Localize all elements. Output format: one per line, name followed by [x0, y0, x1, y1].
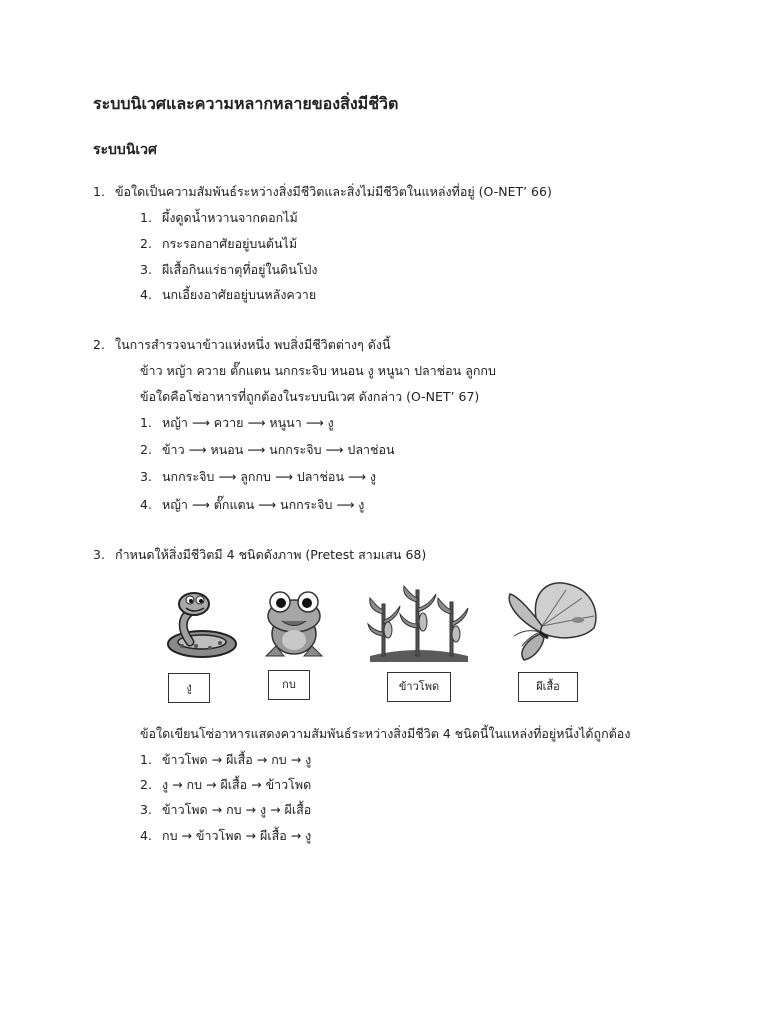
frog-picture — [260, 588, 328, 662]
q2-option-3 — [140, 467, 376, 487]
label-butterfly: ผีเสื้อ — [518, 672, 578, 702]
q2-option-4-text: หญ้า ⟶ ตั๊กแตน ⟶ นกกระจิบ ⟶ งู — [162, 497, 365, 512]
q2-option-1-text: หญ้า ⟶ ควาย ⟶ หนูนา ⟶ งู — [162, 415, 334, 430]
q1-option-4 — [140, 285, 316, 305]
q3-option-3 — [140, 800, 311, 820]
question-2 — [93, 335, 391, 355]
q1-option-2 — [140, 234, 297, 254]
q1-option-4-text: นกเอี้ยงอาศัยอยู่บนหลังควาย — [162, 287, 317, 302]
question-3-prompt: ข้อใดเขียนโซ่อาหารแสดงความสัมพันธ์ระหว่างสิ่งมีชีวิต 4 ชนิดนี้ในแหล่งที่อยู่หนึ่งได้ถูกต้อง — [140, 726, 631, 741]
question-2-number: 2. — [93, 337, 105, 352]
butterfly-picture — [496, 576, 606, 664]
label-frog: กบ — [268, 670, 310, 700]
section-heading: ระบบนิเวศ — [93, 142, 157, 158]
q2-option-4-number: 4. — [140, 497, 152, 512]
snake-picture — [160, 588, 240, 662]
q2-option-2-text: ข้าว ⟶ หนอน ⟶ นกกระจิบ ⟶ ปลาช่อน — [162, 442, 395, 457]
page-title: ระบบนิเวศและความหลากหลายของสิ่งมีชีวิต — [93, 94, 399, 113]
q3-option-4-text: กบ → ข้าวโพด → ผีเสื้อ → งู — [162, 828, 312, 843]
q3-option-1-text: ข้าวโพด → ผีเสื้อ → กบ → งู — [162, 752, 312, 767]
q1-option-2-number: 2. — [140, 236, 152, 251]
q1-option-1-text: ผึ้งดูดน้ำหวานจากดอกไม้ — [162, 210, 298, 225]
q1-option-2-text: กระรอกอาศัยอยู่บนต้นไม้ — [162, 236, 298, 251]
q2-option-2-number: 2. — [140, 442, 152, 457]
q3-option-3-number: 3. — [140, 802, 152, 817]
label-snake: งู — [168, 673, 210, 703]
q1-option-3-number: 3. — [140, 262, 152, 277]
question-2-text: ในการสำรวจนาข้าวแห่งหนึ่ง พบสิ่งมีชีวิตต่างๆ ดังนี้ — [115, 337, 391, 352]
q3-option-3-text: ข้าวโพด → กบ → งู → ผีเสื้อ — [162, 802, 312, 817]
question-1 — [93, 182, 552, 202]
corn-picture — [366, 584, 472, 662]
q2-option-1 — [140, 413, 334, 433]
question-3-text: กำหนดให้สิ่งมีชีวิตมี 4 ชนิดดังภาพ (Pretest สามเสน 68) — [115, 547, 427, 562]
q3-option-2-number: 2. — [140, 777, 152, 792]
q2-option-1-number: 1. — [140, 415, 152, 430]
q2-option-3-text: นกกระจิบ ⟶ ลูกกบ ⟶ ปลาช่อน ⟶ งู — [162, 469, 376, 484]
q3-option-1 — [140, 750, 311, 770]
q1-option-3-text: ผีเสื้อกินแร่ธาตุที่อยู่ในดินโป่ง — [162, 262, 318, 277]
q3-option-4-number: 4. — [140, 828, 152, 843]
q1-option-1-number: 1. — [140, 210, 152, 225]
label-corn: ข้าวโพด — [387, 672, 451, 702]
question-1-text: ข้อใดเป็นความสัมพันธ์ระหว่างสิ่งมีชีวิตและสิ่งไม่มีชีวิตในแหล่งที่อยู่ (O-NET’ 66) — [115, 184, 552, 199]
question-2-prompt: ข้อใดคือโซ่อาหารที่ถูกต้องในระบบนิเวศ ดังกล่าว (O-NET’ 67) — [140, 389, 480, 404]
q2-option-4 — [140, 495, 364, 515]
question-1-number: 1. — [93, 184, 105, 199]
q3-option-2-text: งู → กบ → ผีเสื้อ → ข้าวโพด — [162, 777, 312, 792]
question-3 — [93, 545, 426, 565]
q3-option-2 — [140, 775, 311, 795]
q3-option-4 — [140, 826, 311, 846]
question-3-number: 3. — [93, 547, 105, 562]
q3-option-1-number: 1. — [140, 752, 152, 767]
q1-option-4-number: 4. — [140, 287, 152, 302]
q1-option-1 — [140, 208, 298, 228]
q2-option-3-number: 3. — [140, 469, 152, 484]
q1-option-3 — [140, 260, 318, 280]
q2-option-2 — [140, 440, 395, 460]
question-2-organisms: ข้าว หญ้า ควาย ตั๊กแตน นกกระจิบ หนอน งู หนูนา ปลาช่อน ลูกกบ — [140, 363, 496, 378]
